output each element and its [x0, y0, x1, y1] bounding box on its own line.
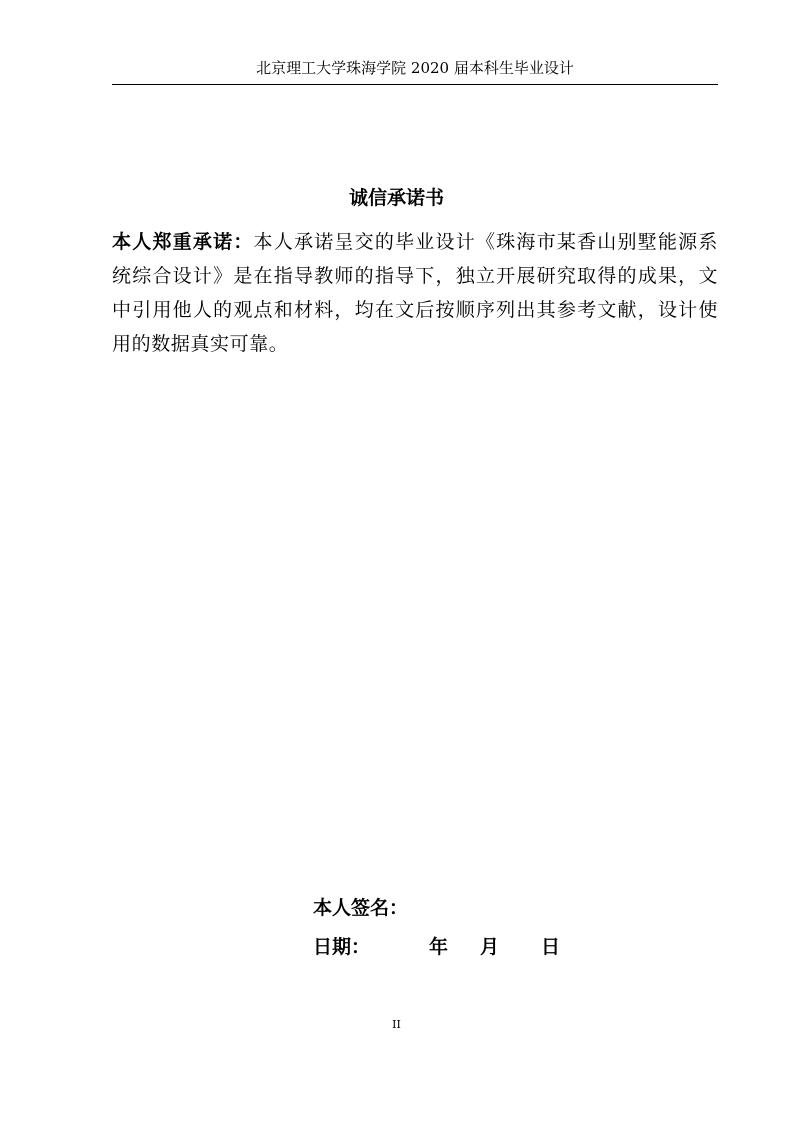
declaration-body: 本人承诺呈交的毕业设计《珠海市某香山别墅能源系统综合设计》是在指导教师的指导下，独立开展研究取得的成果，文中引用他人的观点和材料，均在文后按顺序列出其参考文献，设计使用的数据真实可靠。	[112, 231, 718, 355]
page-header: 北京理工大学珠海学院 2020 届本科生毕业设计	[112, 58, 718, 85]
declaration-paragraph	[112, 225, 718, 361]
declaration-lead: 本人郑重承诺：	[112, 231, 254, 253]
date-month-label: 月	[480, 936, 500, 958]
date-day-label: 日	[541, 936, 561, 958]
signature-label: 本人签名：	[313, 897, 409, 919]
date-row	[313, 932, 613, 962]
page-title: 诚信承诺书	[348, 187, 444, 209]
date-label: 日期：	[313, 936, 371, 958]
date-year-label: 年	[429, 936, 449, 958]
page-number: II	[392, 1018, 401, 1031]
